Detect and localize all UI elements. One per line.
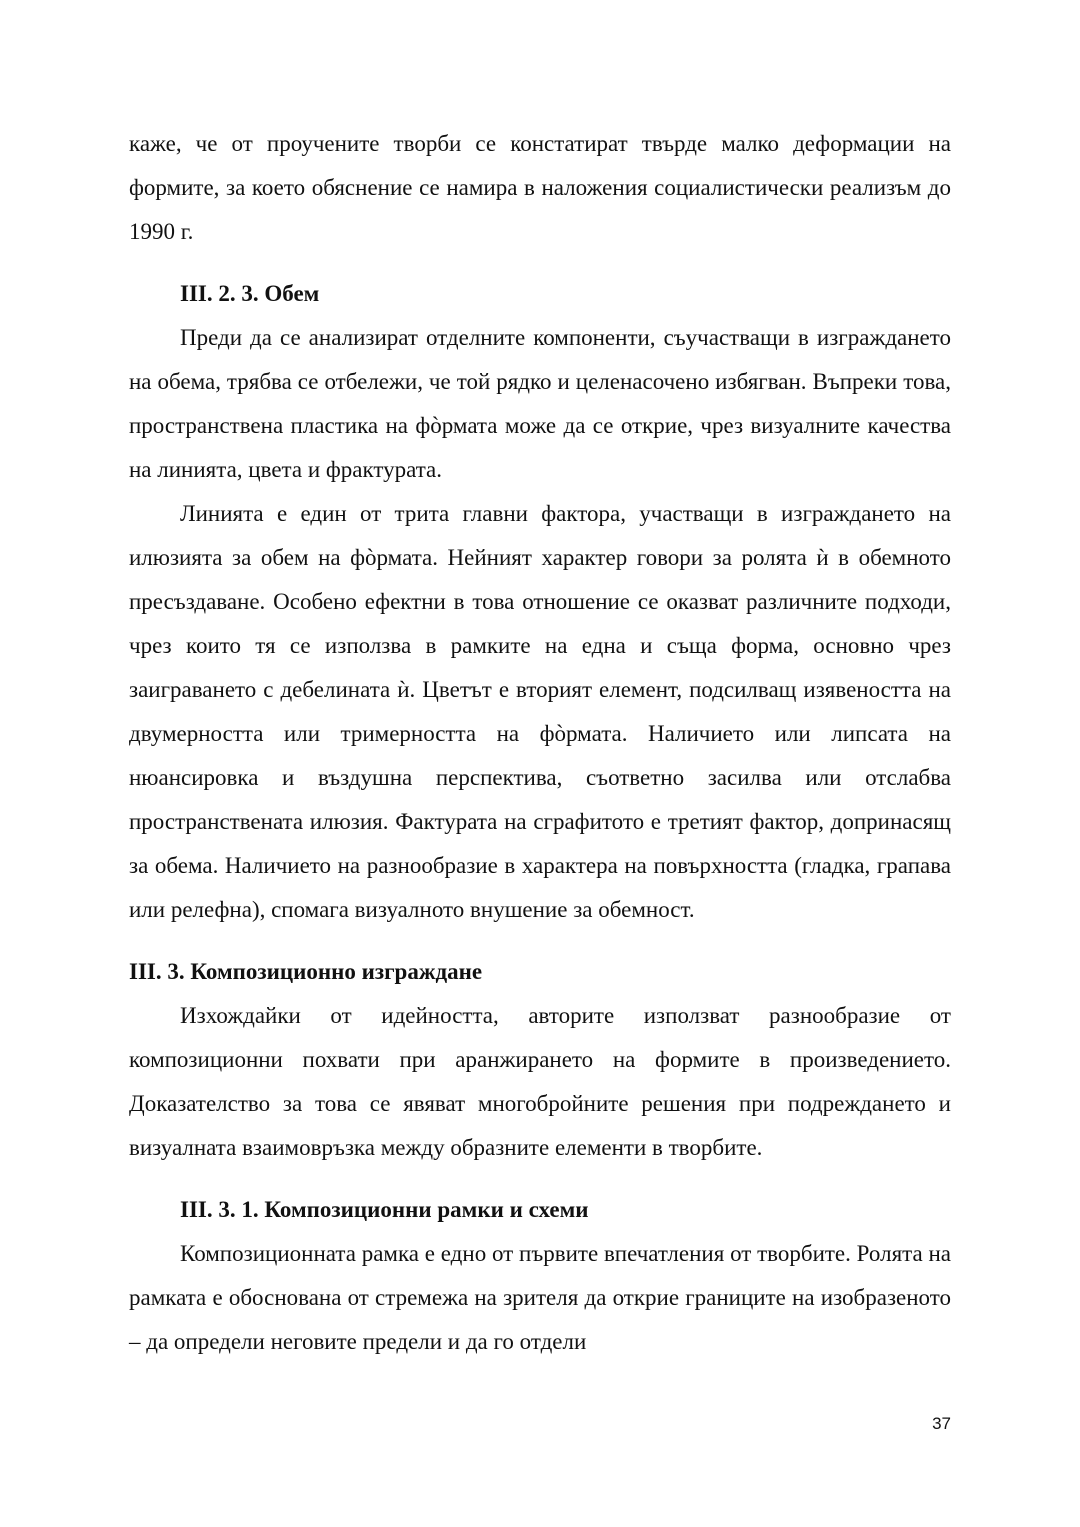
- paragraph-obem-intro: Преди да се анализират отделните компоненти, съучастващи в изграждането на обема, трябва се отбележи, че той рядко и целенасочено избягван. Въпреки това, пространствена пластика на фòрмата може да се открие, чрез визуалните качества на линията, цвета и фрактурата.: [129, 325, 951, 482]
- paragraph-continuation: каже, че от проучените творби се констатират твърде малко деформации на формите, за което обяснение се намира в наложения социалистически реализъм до 1990 г.: [129, 131, 951, 244]
- heading-ramki: III. 3. 1. Композиционни рамки и схеми: [180, 1197, 589, 1222]
- heading-kompozicionno: III. 3. Композиционно изграждане: [129, 959, 483, 984]
- paragraph-obem-factors: Линията е един от трита главни фактора, участващи в изграждането на илюзията за обем на фòрмата. Нейният характер говори за ролята ѝ в обемното пресъздаване. Особено ефектни в това отношение се оказват различните подходи, чрез които тя се използва в рамките на една и съща форма, основно чрез заиграването с дебелината ѝ. Цветът е вторият елемент, подсилващ изявеността на двумерността или тримерността на фòрмата. Наличието или липсата на нюансировка и въздушна перспектива, съответно засилва или отслабва пространствената илюзия. Фактурата на сграфитото е третият фактор, допринасящ за обема. Наличието на разнообразие в характера на повърхността (гладка, грапава или релефна), спомага визуалното внушение за обемност.: [129, 501, 951, 922]
- paragraph-kompozicionno: Изхождайки от идейността, авторите използват разнообразие от композиционни похвати при аранжирането на формите в произведението. Доказателство за това се явяват многобройните решения при подреждането и визуалната взаимовръзка между образните елементи в творбите.: [129, 1003, 951, 1160]
- heading-obem: III. 2. 3. Обем: [180, 281, 320, 306]
- page-body: [129, 122, 951, 1364]
- paragraph-ramki: Композиционната рамка е едно от първите впечатления от творбите. Ролята на рамката е обоснована от стремежа на зрителя да открие границите на изобразеното – да определи неговите предели и да го отдели: [129, 1241, 951, 1354]
- page-number: 37: [932, 1414, 951, 1433]
